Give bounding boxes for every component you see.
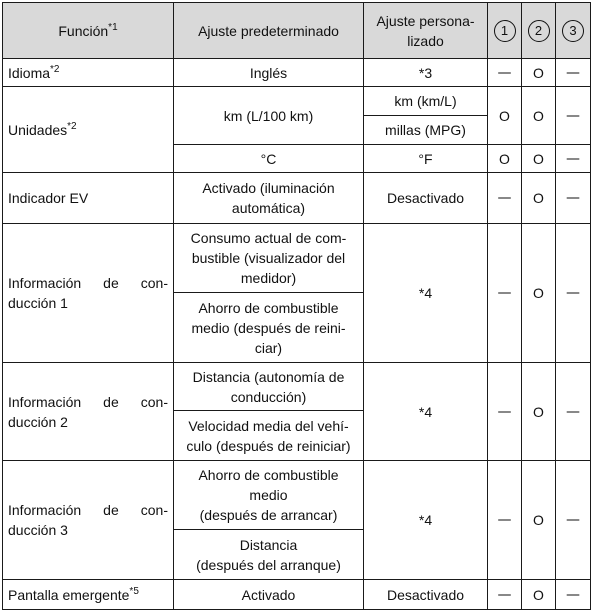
- table-row: [3, 87, 591, 116]
- row-info3-default-b: Distancia (después del arranque): [174, 530, 364, 580]
- row-temp-col2: O: [522, 145, 556, 173]
- header-col-3: 3: [556, 3, 591, 59]
- row-unidades-custom-temp: °F: [364, 145, 488, 173]
- table-row: [3, 224, 591, 293]
- row-indicador-ev-col3: —: [556, 173, 591, 224]
- row-indicador-ev-default: Activado (iluminación automática): [174, 173, 364, 224]
- row-info1-default-a: Consumo actual de com- bustible (visualizador del medidor): [174, 224, 364, 293]
- row-info1-label: Información de con- ducción 1: [3, 224, 174, 363]
- row-info3-col2: O: [522, 461, 556, 580]
- row-info2-col3: —: [556, 363, 591, 461]
- row-info2-default-a: Distancia (autonomía de conducción): [174, 363, 364, 411]
- row-info2-col2: O: [522, 363, 556, 461]
- row-pantalla-col3: —: [556, 580, 591, 610]
- row-pantalla-label: Pantalla emergente$^{*5}$: [3, 580, 174, 610]
- row-idioma-custom: *3: [364, 59, 488, 87]
- row-idioma-default: Inglés: [174, 59, 364, 87]
- table-row: [3, 580, 591, 610]
- row-info1-col3: —: [556, 224, 591, 363]
- row-temp-col1: O: [488, 145, 522, 173]
- row-unidades-col1: O: [488, 87, 522, 145]
- row-indicador-ev-label: Indicador EV: [3, 173, 174, 224]
- row-info3-col1: —: [488, 461, 522, 580]
- row-unidades-label: Unidades$^{*2}$: [3, 87, 174, 173]
- row-unidades-default-temp: °C: [174, 145, 364, 173]
- row-info2-default-b: Velocidad media del vehí- culo (después de reiniciar): [174, 411, 364, 461]
- header-funcion: Función$^{*1}$: [3, 3, 174, 59]
- row-info1-col2: O: [522, 224, 556, 363]
- row-info3-custom: *4: [364, 461, 488, 580]
- row-info3-default-a: Ahorro de combustible medio (después de arrancar): [174, 461, 364, 530]
- row-idioma-label: Idioma$^{*2}$: [3, 59, 174, 87]
- row-info1-default-b: Ahorro de combustible medio (después de reini- ciar): [174, 293, 364, 363]
- row-unidades-custom-kml: km (km/L): [364, 87, 488, 116]
- row-pantalla-default: Activado: [174, 580, 364, 610]
- row-info2-label: Información de con- ducción 2: [3, 363, 174, 461]
- header-row: [3, 3, 591, 59]
- header-ajuste-predeterminado: Ajuste predeterminado: [174, 3, 364, 59]
- row-pantalla-col2: O: [522, 580, 556, 610]
- row-unidades-custom-mpg: millas (MPG): [364, 116, 488, 145]
- row-pantalla-col1: —: [488, 580, 522, 610]
- row-info1-custom: *4: [364, 224, 488, 363]
- table-row: [3, 59, 591, 87]
- row-indicador-ev-col1: —: [488, 173, 522, 224]
- row-info1-col1: —: [488, 224, 522, 363]
- settings-table: [2, 2, 591, 610]
- row-indicador-ev-custom: Desactivado: [364, 173, 488, 224]
- row-temp-col3: —: [556, 145, 591, 173]
- row-unidades-default-distance: km (L/100 km): [174, 87, 364, 145]
- table-row: [3, 363, 591, 411]
- header-ajuste-personalizado: Ajuste persona- lizado: [364, 3, 488, 59]
- row-info3-label: Información de con- ducción 3: [3, 461, 174, 580]
- table-row: [3, 461, 591, 530]
- header-col-1: 1: [488, 3, 522, 59]
- row-info2-col1: —: [488, 363, 522, 461]
- row-idioma-col2: O: [522, 59, 556, 87]
- table-row: [3, 173, 591, 224]
- row-idioma-col1: —: [488, 59, 522, 87]
- row-unidades-col3: —: [556, 87, 591, 145]
- row-info3-col3: —: [556, 461, 591, 580]
- row-unidades-col2: O: [522, 87, 556, 145]
- row-indicador-ev-col2: O: [522, 173, 556, 224]
- row-pantalla-custom: Desactivado: [364, 580, 488, 610]
- row-info2-custom: *4: [364, 363, 488, 461]
- row-idioma-col3: —: [556, 59, 591, 87]
- header-col-2: 2: [522, 3, 556, 59]
